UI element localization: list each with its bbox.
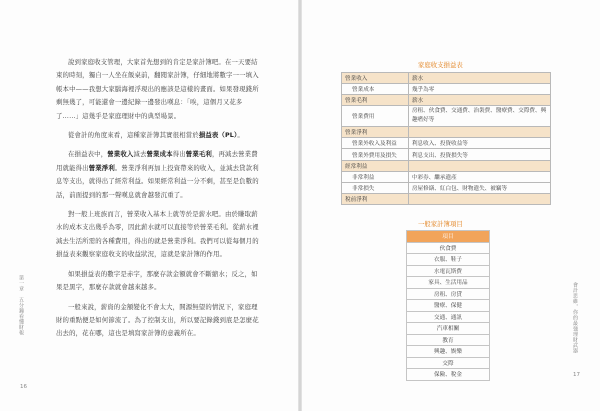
row-value: 幾乎為零 <box>408 84 550 95</box>
income-statement-table <box>341 72 551 205</box>
text-segment: 如果損益表的數字是赤字，那麼存款金額就會不斷縮水；反之，如果是黑字，那麼存款就會越來越多。 <box>56 269 258 292</box>
text-segment: 對一般上班族而言，營業收入基本上就等於是薪水吧。由於賺取薪水的成本支出幾乎為零，因此薪水就可以直接等於營業毛利。從薪水裡減去生活所需的各種費用，得出的就是營業淨利。我們可以從每個月的損益表來觀察家庭收支的收益狀況，這就是家計簿的作用。 <box>56 210 259 259</box>
table-row <box>407 265 490 277</box>
text-segment: 說到家庭收支管理，大家首先想到的肯定是家計簿吧。在一天要結束的時刻，獨自一人坐在飯桌前，翻閱家計簿，仔細地將數字一一填入帳本中——我想大家腦海裡浮現出的應該是這樣的畫面。如果發現錢所剩無幾了，可能還會一邊紀錄一邊發出嘆息：「唉，這個月又花多了……」這幾乎是家庭理財中的典型場景。 <box>56 58 259 120</box>
row-label: 營業毛利 <box>342 95 409 106</box>
paragraph <box>56 208 264 262</box>
table-row <box>342 171 551 182</box>
table-row <box>342 149 551 160</box>
row-label: 經常利益 <box>342 160 409 171</box>
table-row <box>407 277 490 289</box>
row-label: 營業費用 <box>342 106 409 127</box>
text-segment: 。 <box>237 131 244 140</box>
text-segment: 。營業淨利再加上投資帶來的收入，並減去貸款利息等支出，就得出了經常利益。如果經常利益一分不剩，甚至是負數的話，前面提到的那一聲嘆息就會越發沉重了。 <box>56 163 259 199</box>
row-label: 營業外費用及損失 <box>342 149 409 160</box>
table-row <box>407 242 490 254</box>
table-row <box>342 106 551 127</box>
table-row <box>407 323 490 335</box>
row-label: 非常損失 <box>342 182 409 193</box>
page-number-left: 16 <box>20 384 27 390</box>
item-cell: 興趣、娛樂 <box>407 346 490 358</box>
bold-term: 營業收入 <box>107 150 134 159</box>
table-row <box>407 254 490 266</box>
paragraph <box>56 148 264 202</box>
row-value: 中彩券、繼承遺產 <box>408 171 550 182</box>
row-label: 營業外收入及利益 <box>342 138 409 149</box>
household-items-title: 一般家計簿項目 <box>418 220 463 228</box>
bold-term: 營業成本 <box>146 150 173 159</box>
bold-term: 營業淨利 <box>88 163 115 172</box>
household-items-table <box>406 230 490 381</box>
column-header: 項目 <box>407 231 490 243</box>
text-segment: 得出 <box>172 150 186 159</box>
item-cell: 衣服、鞋子 <box>407 254 490 266</box>
table-row <box>342 193 551 204</box>
book-side-tab: 會計思維，你的最強理財武器 <box>572 282 578 354</box>
paragraph <box>56 56 264 123</box>
row-value: 房租、伙食費、交通費、治裝費、醫療費、交際費、興趣嗜好等 <box>408 106 550 127</box>
text-segment: 從會計的角度來看，這種家計簿其實很相當於 <box>68 131 199 140</box>
text-segment: 一般來說，薪資的金額變化不會太大，開源無望的情況下，家庭理財的重點便是如何節流了。為了控制支出，所以要記錄錢到底是怎麼花出去的，花在哪，這也是填寫家計簿的意義所在。 <box>56 302 259 338</box>
table-row <box>407 346 490 358</box>
bold-term: 營業毛利 <box>185 150 212 159</box>
table-row <box>342 160 551 171</box>
item-cell: 伙食費 <box>407 242 490 254</box>
row-label: 稅前淨利 <box>342 193 409 204</box>
table-row <box>407 311 490 323</box>
table-row <box>342 127 551 138</box>
table-row <box>342 95 551 106</box>
table-header-row <box>407 231 490 243</box>
table-row <box>407 300 490 312</box>
item-cell: 交際 <box>407 357 490 369</box>
table-row <box>407 288 490 300</box>
row-value: 利息收入、投資收益等 <box>408 138 550 149</box>
item-cell: 醫療、保健 <box>407 300 490 312</box>
table-row <box>342 73 551 84</box>
row-value: 薪水 <box>408 73 550 84</box>
item-cell: 水電瓦斯費 <box>407 265 490 277</box>
row-label: 營業淨利 <box>342 127 409 138</box>
row-value <box>408 127 550 138</box>
row-label: 營業收入 <box>342 73 409 84</box>
paragraph <box>56 129 264 142</box>
item-cell: 家具、生活用品 <box>407 277 490 289</box>
page-number-right: 17 <box>573 372 580 378</box>
body-text <box>56 56 264 347</box>
item-cell: 保險、稅金 <box>407 369 490 381</box>
chapter-side-tab: 第一章 五分鐘看懂財報 <box>18 275 24 336</box>
row-label: 營業成本 <box>342 84 409 95</box>
book-gutter <box>298 0 302 411</box>
table-row <box>407 334 490 346</box>
table-row <box>342 84 551 95</box>
row-value: 薪水 <box>408 95 550 106</box>
text-segment: 減去 <box>133 150 147 159</box>
text-segment: ，再減去營業費用就能得出 <box>56 150 258 172</box>
table-row <box>342 182 551 193</box>
table-row <box>342 138 551 149</box>
item-cell: 教育 <box>407 334 490 346</box>
income-statement-title: 家庭收支損益表 <box>418 61 463 69</box>
row-value <box>408 160 550 171</box>
bold-term: 損益表（PL） <box>198 131 238 140</box>
row-label: 非常利益 <box>342 171 409 182</box>
row-value <box>408 193 550 204</box>
table-row <box>407 369 490 381</box>
paragraph <box>56 268 264 295</box>
row-value: 利息支出、投資損失等 <box>408 149 550 160</box>
row-value: 房屋修繕、紅白包、財物遺失、被竊等 <box>408 182 550 193</box>
text-segment: 在損益表中， <box>68 150 108 159</box>
item-cell: 房租、房貸 <box>407 288 490 300</box>
item-cell: 汽車相關 <box>407 323 490 335</box>
table-row <box>407 357 490 369</box>
item-cell: 交通、通訊 <box>407 311 490 323</box>
paragraph <box>56 301 264 341</box>
